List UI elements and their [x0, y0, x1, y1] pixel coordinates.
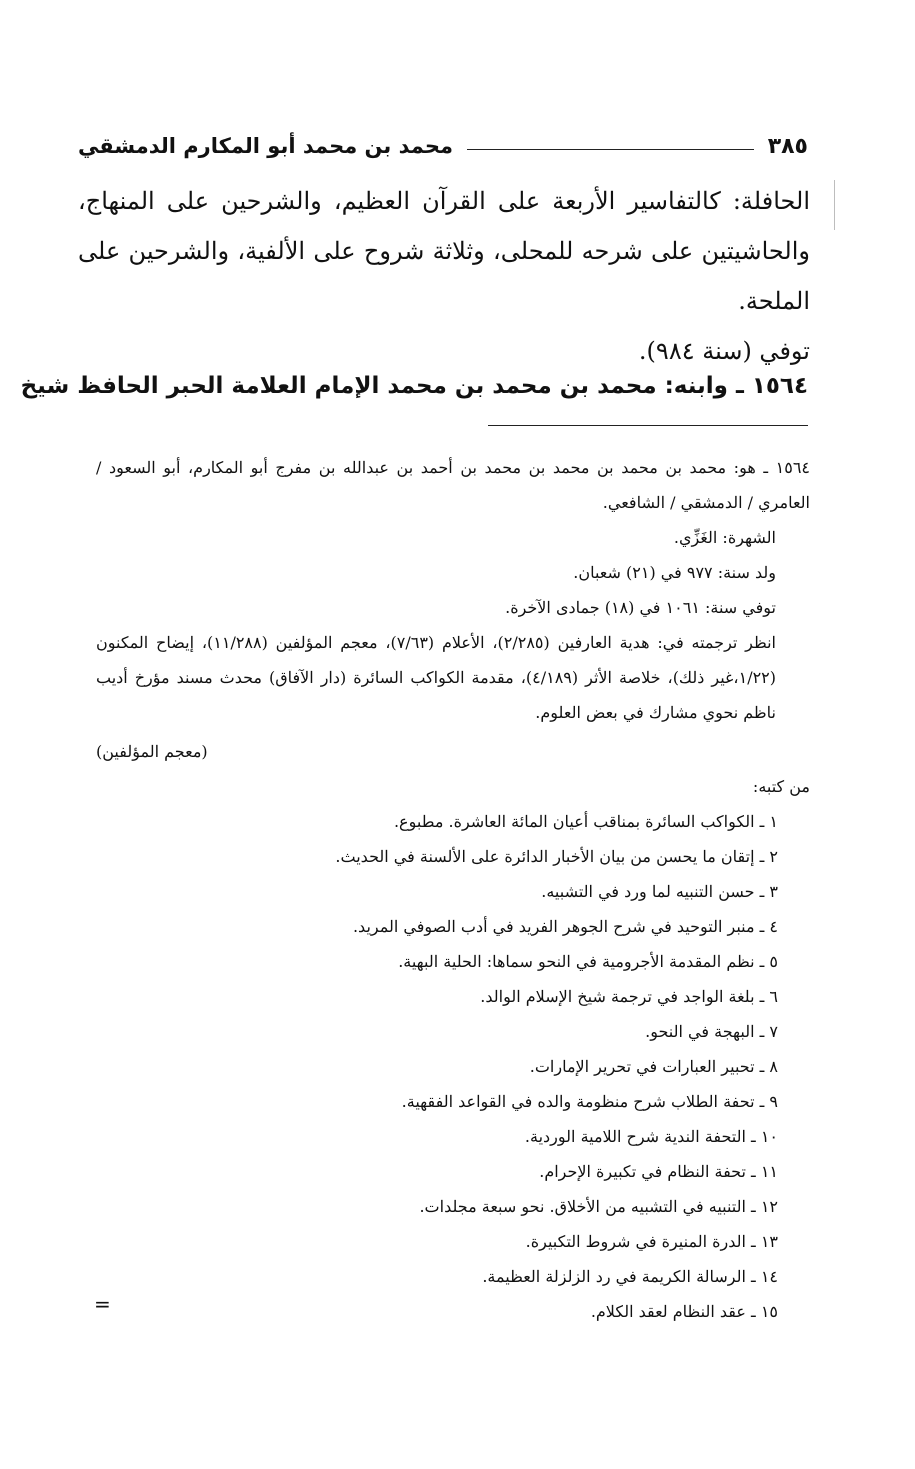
- book-item: ٥ ـ نظم المقدمة الأجرومية في النحو سماها: الحلية البهية.: [398, 952, 778, 971]
- books-intro: من كتبه:: [752, 777, 810, 796]
- running-title: محمد بن محمد أبو المكارم الدمشقي: [78, 134, 453, 158]
- main-paragraph: الحافلة: كالتفاسير الأربعة على القرآن العظيم، والشرحين على المنهاج، والحاشيتين على شرحه للمحلى، وثلاثة شروح على الألفية، والشرحين على الملحة.: [78, 187, 810, 315]
- main-text: [78, 176, 810, 376]
- book-item: ١١ ـ تحفة النظام في تكبيرة الإحرام.: [539, 1162, 778, 1181]
- book-item: ٤ ـ منبر التوحيد في شرح الجوهر الفريد في أدب الصوفي المريد.: [352, 917, 778, 936]
- footnote-death: توفي سنة: ١٠٦١ في (١٨) جمادى الآخرة.: [505, 598, 776, 617]
- book-item: ١ ـ الكواكب السائرة بمناقب أعيان المائة العاشرة. مطبوع.: [393, 812, 778, 831]
- books-list: [96, 804, 810, 1329]
- book-item: ٩ ـ تحفة الطلاب شرح منظومة والده في القواعد الفقهية.: [401, 1092, 778, 1111]
- margin-mark: [834, 180, 835, 230]
- book-item: ٦ ـ بلغة الواجد في ترجمة شيخ الإسلام الوالد.: [480, 987, 778, 1006]
- continuation-mark: =: [94, 1292, 111, 1316]
- running-header: [78, 128, 808, 164]
- footnote-identity: ١٥٦٤ ـ هو: محمد بن محمد بن محمد بن محمد بن أحمد بن عبدالله بن مفرج أبو المكارم، أبو السعود / العامري / الدمشقي / الشافعي.: [96, 458, 810, 512]
- page-number: ٣٨٥: [767, 133, 808, 159]
- book-item: ١٢ ـ التنبيه في التشبيه من الأخلاق. نحو سبعة مجلدات.: [419, 1197, 778, 1216]
- book-item: ٨ ـ تحبير العبارات في تحرير الإمارات.: [529, 1057, 778, 1076]
- header-rule: [467, 149, 754, 150]
- book-item: ١٤ ـ الرسالة الكريمة في رد الزلزلة العظيمة.: [482, 1267, 778, 1286]
- footnote-fame: الشهرة: الغَزِّي.: [673, 528, 776, 547]
- book-item: ١٣ ـ الدرة المنيرة في شروط التكبيرة.: [525, 1232, 778, 1251]
- footnote: [96, 450, 810, 1329]
- footnote-birth: ولد سنة: ٩٧٧ في (٢١) شعبان.: [573, 563, 776, 582]
- book-item: ١٠ ـ التحفة الندية شرح اللامية الوردية.: [524, 1127, 778, 1146]
- book-item: ١٥ ـ عقد النظام لعقد الكلام.: [590, 1302, 778, 1321]
- footnote-sources: انظر ترجمته في: هدية العارفين (٢/٢٨٥)، الأعلام (٧/٦٣)، معجم المؤلفين (١١/٢٨٨)، إيضاح المكنون (١/٢٢،غير ذلك)، خلاصة الأثر (٤/١٨٩)، مقدمة الكواكب السائرة (دار الآفاق) محدث مسند مؤرخ أديب ناظم نحوي مشارك في بعض العلوم.: [96, 633, 777, 722]
- book-item: ٢ ـ إتقان ما يحسن من بيان الأخبار الدائرة على الألسنة في الحديث.: [335, 847, 778, 866]
- entry-heading: ١٥٦٤ ـ وابنه: محمد بن محمد بن محمد الإمام العلامة الحبر الحافظ شيخ: [20, 373, 808, 399]
- death-line: توفي (سنة ٩٨٤).: [638, 337, 810, 365]
- book-item: ٧ ـ البهجة في النحو.: [645, 1022, 778, 1041]
- footnote-separator: [488, 425, 808, 426]
- book-item: ٣ ـ حسن التنبيه لما ورد في التشبيه.: [541, 882, 778, 901]
- footnote-source-note: (معجم المؤلفين): [96, 742, 208, 761]
